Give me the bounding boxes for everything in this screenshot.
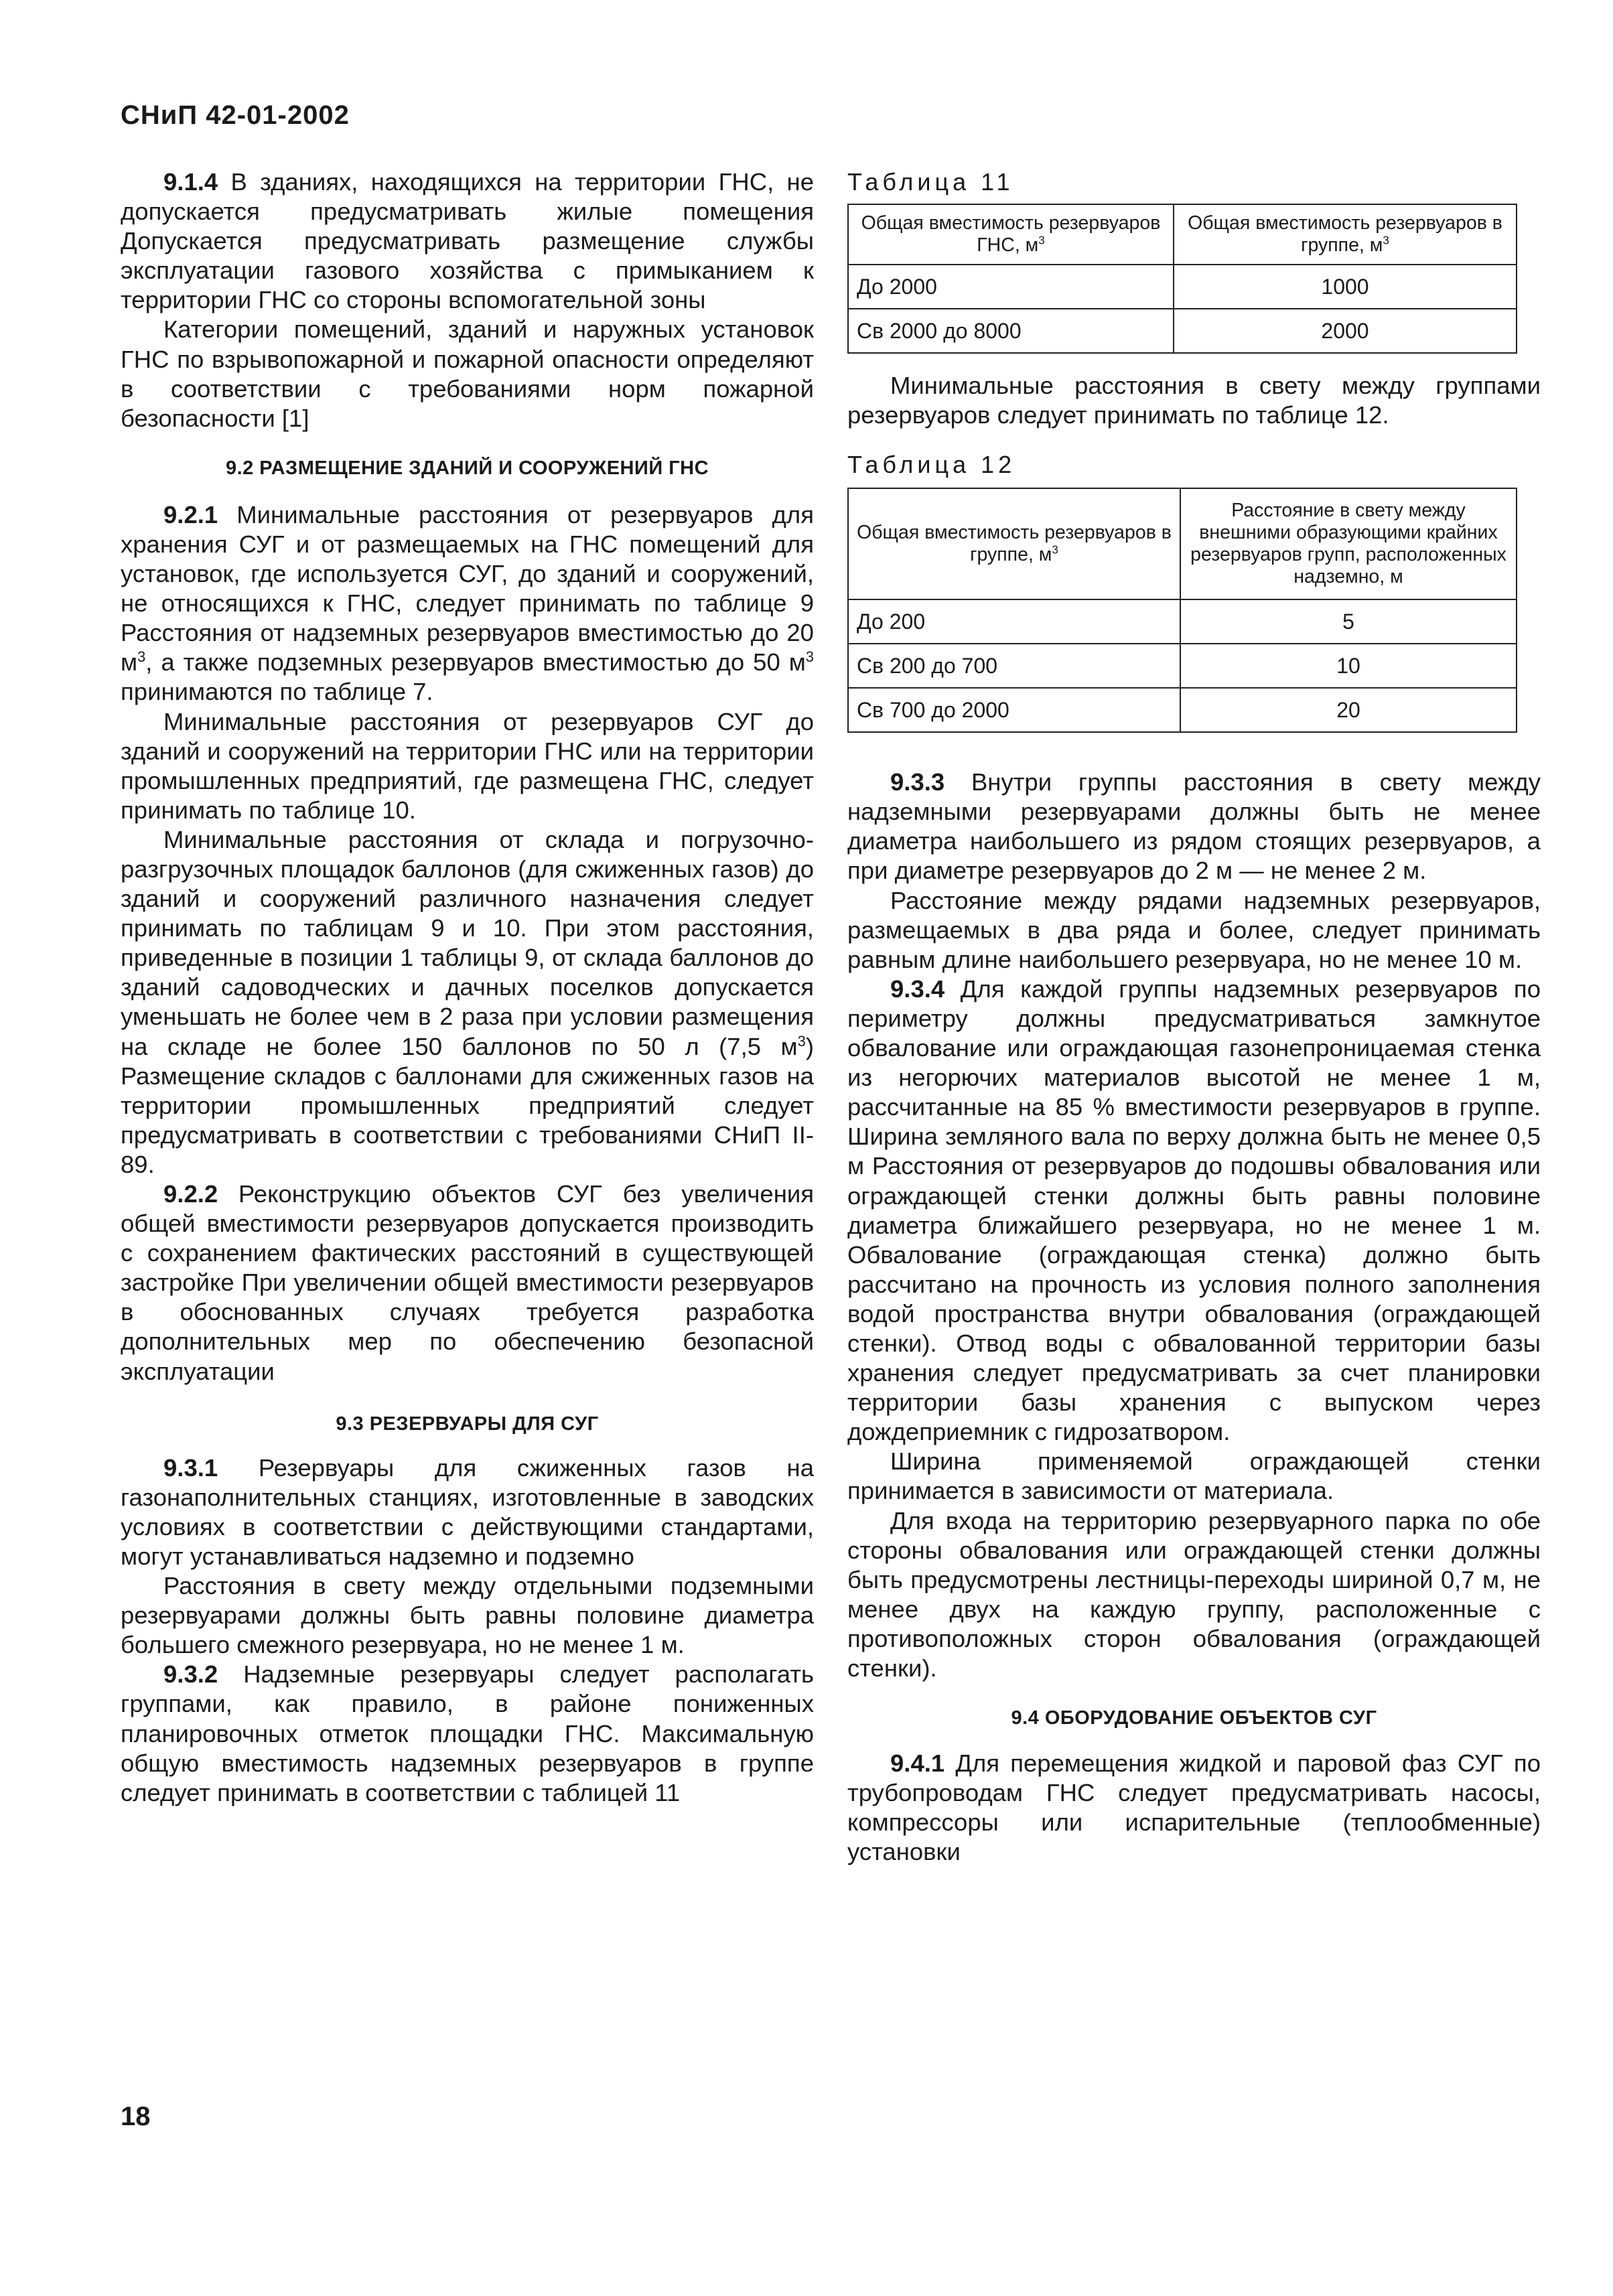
header-text: Общая вместимость резервуаров в группе, м [1188, 212, 1502, 256]
paragraph-9-2-2 [121, 1179, 814, 1386]
table-header-cell: Расстояние в свету между внешними образующими крайних резервуаров групп, расположенных надземно, м [1180, 488, 1517, 599]
paragraph-9-3-1-underground: Расстояния в свету между отдельными подземными резервуарами должны быть равны половине диаметра большего смежного резервуара, но не менее 1 м. [121, 1572, 814, 1659]
paragraph-text: Для каждой группы надземных резервуаров по периметру должны предусматриваться замкнутое обвалование или ограждающая газонепроницаемая стенка из негорючих материалов высотой не менее 1 м, рассчитанные на 85 % вместимости резервуаров в группе. Ширина земляного вала по верху должна быть не менее 0,5 м Расстояния от резервуаров до подошвы обвалования или ограждающей стенки должны быть равны половине диаметра ближайшего резервуара, но не менее 1 м. Обвалование (ограждающая стенка) должно быть рассчитано на прочность из условия полного заполнения водой пространства внутри обвалования (ограждающей стенки). Отвод воды с обвалованной территории базы хранения следует предусматривать за счет планировки территории базы хранения с выпуском через дождеприемник с гидрозатвором. [847, 975, 1541, 1446]
table-header-cell [848, 204, 1174, 265]
paragraph-9-1-4-categories: Категории помещений, зданий и наружных установок ГНС по взрывопожарной и пожарной опасности определяют в соответствии с требованиями норм пожарной безопасности [1] [121, 315, 814, 432]
superscript: 3 [1038, 234, 1045, 247]
paragraph-9-3-4-stairs: Для входа на территорию резервуарного парка по обе стороны обвалования или ограждающей стенки должны быть предусмотрены лестницы-переходы шириной 0,7 м, не менее двух на каждую группу, расположенные с противоположных сторон обвалования (ограждающей стенки). [847, 1506, 1541, 1682]
superscript: 3 [805, 648, 814, 666]
table-11 [847, 204, 1517, 354]
table-cell: Св 700 до 2000 [848, 688, 1180, 732]
paragraph-text: принимаются по таблице 7. [121, 678, 433, 706]
paragraph-text: Внутри группы расстояния в свету между надземными резервуарами должны быть не менее диаметра наибольшего из рядом стоящих резервуаров, а при диаметре резервуаров до 2 м — не менее 2 м. [847, 768, 1541, 885]
table-12-caption: Таблица 12 [847, 451, 1016, 479]
table-row [848, 309, 1517, 353]
clause-number: 9.4.1 [890, 1749, 945, 1778]
header-text: Общая вместимость резервуаров в группе, м [857, 522, 1172, 566]
table-cell: До 200 [848, 599, 1180, 644]
table-header-cell [1174, 204, 1517, 265]
clause-number: 9.3.2 [163, 1660, 218, 1689]
paragraph-table-12-ref: Минимальные расстояния в свету между группами резервуаров следует принимать по таблице 12. [847, 372, 1541, 429]
paragraph-text: Минимальные расстояния от склада и погрузочно-разгрузочных площадок баллонов (для сжиженных газов) до зданий и сооружений различного назначения следует принимать по таблицам 9 и 10. При этом расстояния, приведенные в позиции 1 таблицы 9, от склада баллонов до зданий садоводческих и дачных поселков допускается уменьшать не более чем в 2 раза при условии размещения на складе не более 150 баллонов по 50 л (7,5 м [121, 825, 814, 1060]
table-row [848, 265, 1517, 309]
table-cell: 1000 [1174, 265, 1517, 309]
paragraph-9-2-1-territory: Минимальные расстояния от резервуаров СУГ до зданий и сооружений на территории ГНС или на территории промышленных предприятий, где размещена ГНС, следует принимать по таблице 10. [121, 707, 814, 824]
table-header-row [848, 204, 1517, 265]
clause-number: 9.3.4 [890, 975, 945, 1003]
paragraph-text: Для перемещения жидкой и паровой фаз СУГ по трубопроводам ГНС следует предусматривать насосы, компрессоры или испарительные (теплообменные) установки [847, 1749, 1541, 1866]
clause-number: 9.3.3 [890, 768, 945, 796]
right-column [847, 167, 1541, 1867]
table-cell: 20 [1180, 688, 1517, 732]
clause-number: 9.2.1 [163, 500, 218, 528]
paragraph-9-2-1-cylinders [121, 825, 814, 1179]
clause-number: 9.3.1 [163, 1453, 218, 1482]
table-header-row [848, 488, 1517, 599]
clause-number: 9.2.2 [163, 1180, 218, 1208]
table-cell: 2000 [1174, 309, 1517, 353]
paragraph-text: Надземные резервуары следует располагать группами, как правило, в районе пониженных планировочных отметок площадки ГНС. Максимальную общую вместимость надземных резервуаров в группе следует принимать в соответствии с таблицей 11 [121, 1660, 814, 1806]
document-header: СНиП 42-01-2002 [121, 100, 350, 130]
clause-number: 9.1.4 [163, 168, 218, 196]
paragraph-9-3-3 [847, 768, 1541, 885]
superscript: 3 [1052, 543, 1058, 557]
section-heading-9-4: 9.4 ОБОРУДОВАНИЕ ОБЪЕКТОВ СУГ [1011, 1707, 1377, 1729]
table-12 [847, 488, 1517, 733]
table-cell: До 2000 [848, 265, 1174, 309]
header-text: Общая вместимость резервуаров ГНС, м [861, 212, 1161, 256]
paragraph-9-3-2 [121, 1660, 814, 1807]
paragraph-9-3-4 [847, 975, 1541, 1447]
paragraph-9-3-1 [121, 1453, 814, 1571]
superscript: 3 [137, 648, 146, 666]
section-heading-9-3: 9.3 РЕЗЕРВУАРЫ ДЛЯ СУГ [336, 1413, 599, 1435]
table-cell: 5 [1180, 599, 1517, 644]
paragraph-text: Реконструкцию объектов СУГ без увеличения общей вместимости резервуаров допускается производить с сохранением фактических расстояний в существующей застройке При увеличении общей вместимости резервуаров в обоснованных случаях требуется разработка дополнительных мер по обеспечению безопасной эксплуатации [121, 1180, 814, 1385]
paragraph-9-2-1 [121, 500, 814, 707]
section-heading-9-2: 9.2 РАЗМЕЩЕНИЕ ЗДАНИЙ И СООРУЖЕНИЙ ГНС [225, 457, 709, 479]
paragraph-text: , а также подземных резервуаров вместимостью до 50 м [145, 648, 806, 676]
superscript: 3 [1383, 234, 1389, 247]
paragraph-9-3-4-width: Ширина применяемой ограждающей стенки принимается в зависимости от материала. [847, 1447, 1541, 1505]
page-number: 18 [121, 2102, 151, 2131]
paragraph-text: Резервуары для сжиженных газов на газонаполнительных станциях, изготовленные в заводских условиях в соответствии с действующими стандартами, могут устанавливаться надземно и подземно [121, 1453, 814, 1570]
paragraph-text: Минимальные расстояния от резервуаров для хранения СУГ и от размещаемых на ГНС помещений для установок, где используется СУГ, до зданий и сооружений, не относящихся к ГНС, следует принимать по таблице 9 Расстояния от надземных резервуаров вместимостью до 20 м [121, 500, 814, 676]
paragraph-text: ) Размещение складов с баллонами для сжиженных газов на территории промышленных предприятий следует предусматривать в соответствии с требованиями СНиП II-89. [121, 1032, 814, 1178]
table-row [848, 599, 1517, 644]
table-11-caption: Таблица 11 [847, 168, 1014, 196]
table-cell: Св 2000 до 8000 [848, 309, 1174, 353]
paragraph-9-3-3-rows: Расстояние между рядами надземных резервуаров, размещаемых в два ряда и более, следует принимать равным длине наибольшего резервуара, но не менее 10 м. [847, 886, 1541, 973]
table-cell: Св 200 до 700 [848, 644, 1180, 688]
table-row [848, 644, 1517, 688]
left-column [121, 167, 814, 1808]
table-header-cell [848, 488, 1180, 599]
paragraph-text: В зданиях, находящихся на территории ГНС, не допускается предусматривать жилые помещения Допускается предусматривать размещение службы эксплуатации газового хозяйства с примыканием к территории ГНС со стороны вспомогательной зоны [121, 168, 814, 314]
paragraph-9-4-1 [847, 1749, 1541, 1867]
table-row [848, 688, 1517, 732]
table-cell: 10 [1180, 644, 1517, 688]
superscript: 3 [797, 1032, 806, 1050]
paragraph-9-1-4 [121, 167, 814, 315]
